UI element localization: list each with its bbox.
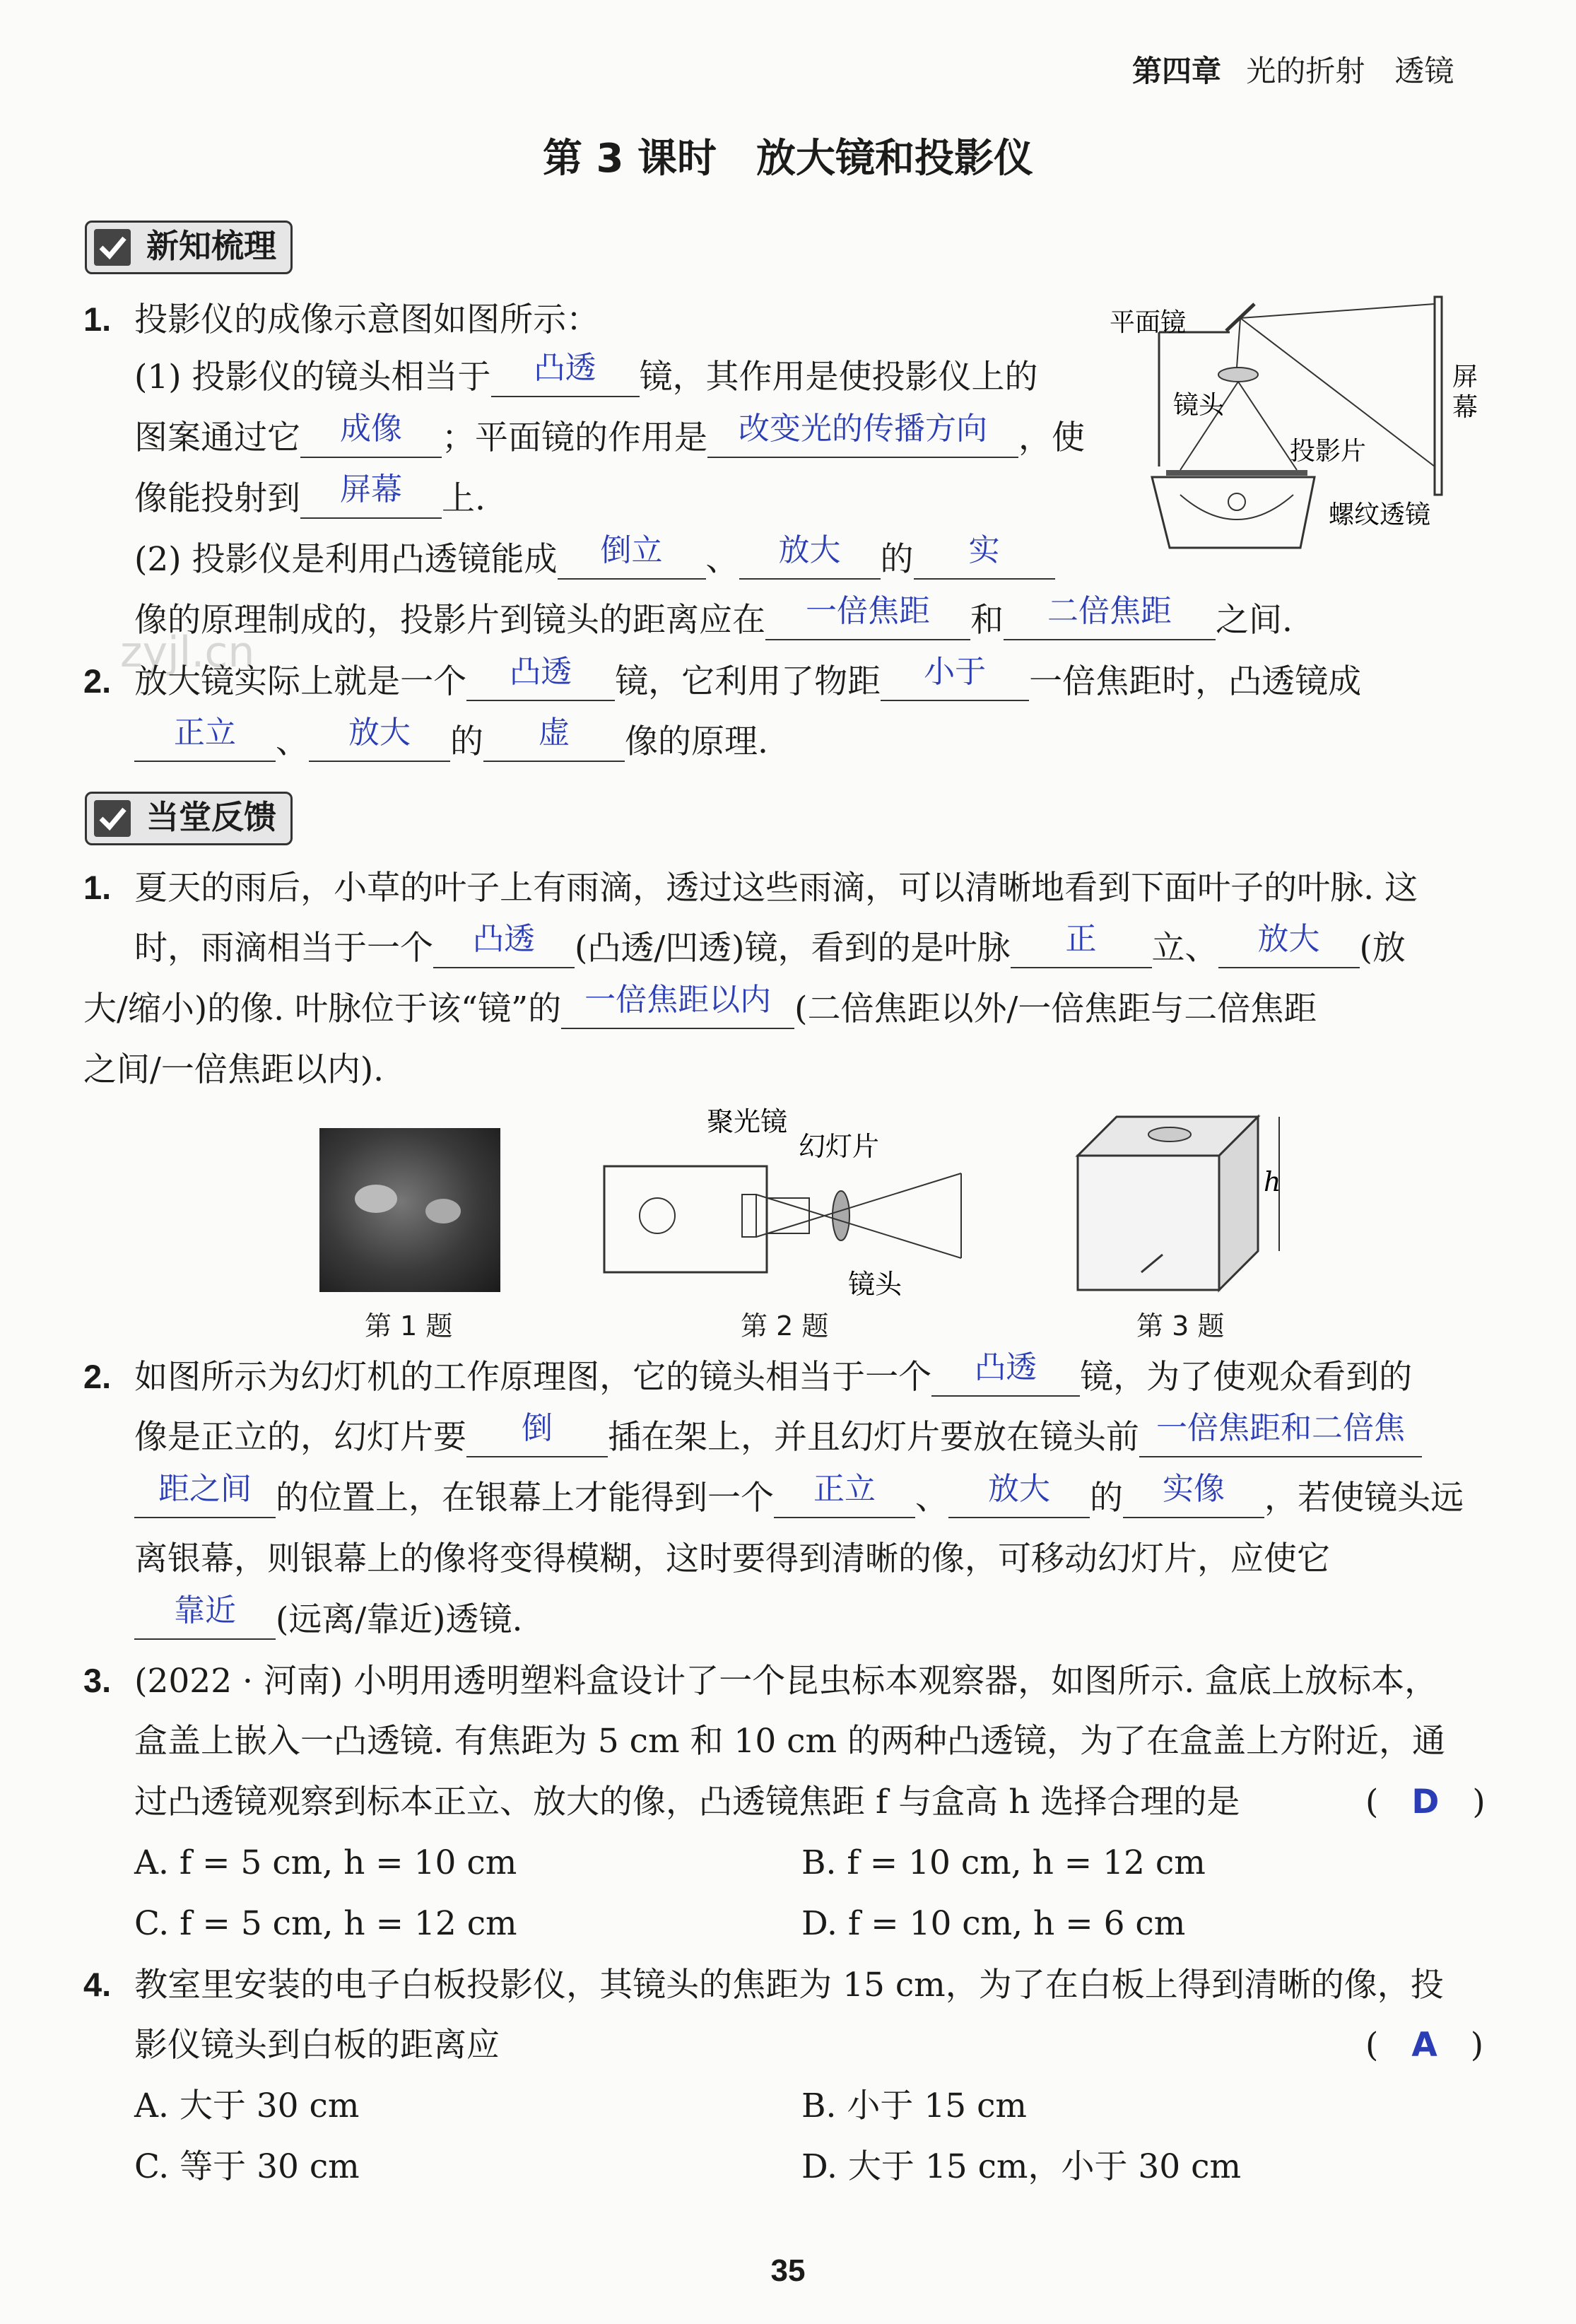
answer: 距之间 xyxy=(158,1471,252,1507)
q1-line-3: 像能投射到 屏幕 上. xyxy=(134,471,486,518)
leaf-photo xyxy=(319,1128,500,1292)
slide-projector-diagram xyxy=(601,1103,968,1308)
answer: 正立 xyxy=(813,1471,876,1507)
q1-line-0: 1. 投影仪的成像示意图如图所示： xyxy=(83,300,600,339)
f2-line-3: 距之间 的位置上，在银幕上才能得到一个 正立 、 放大 的 实像 ，若使镜头远 xyxy=(134,1477,1464,1520)
f3-line-3: 过凸透镜观察到标本正立、放大的像，凸透镜焦距 f 与盒高 h 选择合理的是 xyxy=(134,1783,1240,1821)
page-title: 第 3 课时 放大镜和投影仪 xyxy=(543,136,1033,182)
f4-option-c: C. 等于 30 cm xyxy=(134,2147,360,2186)
section-label: 光的折射 透镜 xyxy=(1246,54,1454,88)
fresnel-label: 螺纹透镜 xyxy=(1329,500,1431,529)
watermark: zyjl.cn xyxy=(120,628,255,677)
f3-option-c: C. f = 5 cm, h = 12 cm xyxy=(134,1904,517,1943)
answer: 屏幕 xyxy=(340,471,402,507)
answer: 放大 xyxy=(988,1471,1050,1507)
answer: 靠近 xyxy=(174,1592,236,1628)
f4-line-2: 影仪镜头到白板的距离应 xyxy=(134,2026,500,2065)
f4-line-1: 4. 教室里安装的电子白板投影仪，其镜头的焦距为 15 cm，为了在白板上得到清晰的像，投 xyxy=(83,1966,1444,2005)
section-feedback: 当堂反馈 xyxy=(85,792,293,845)
chapter-label: 第四章 xyxy=(1132,54,1222,88)
answer: 凸透 xyxy=(510,654,572,690)
section-new-knowledge: 新知梳理 xyxy=(85,221,293,274)
f1-line-2: 时，雨滴相当于一个 凸透 (凸透/凹透)镜，看到的是叶脉 正 立、 放大 (放 xyxy=(134,921,1406,968)
f4-answer: ( A ) xyxy=(1365,2026,1484,2065)
f3-option-b: B. f = 10 cm, h = 12 cm xyxy=(801,1843,1206,1882)
f4-option-b: B. 小于 15 cm xyxy=(801,2087,1027,2125)
answer: 正 xyxy=(1065,921,1097,957)
f3-answer: ( D ) xyxy=(1365,1783,1486,1821)
f2-line-5: 靠近 (远离/靠近)透镜. xyxy=(134,1599,522,1641)
answer: 改变光的传播方向 xyxy=(739,411,987,447)
answer: 二倍焦距 xyxy=(1047,593,1172,629)
answer: 倒 xyxy=(522,1410,553,1446)
fig-caption-2: 第 2 题 xyxy=(741,1310,829,1342)
f1-line-4: 之间/一倍焦距以内). xyxy=(83,1050,384,1089)
answer: 实 xyxy=(968,532,1000,568)
q1-line-1: (1) 投影仪的镜头相当于 凸透 镜，其作用是使投影仪上的 xyxy=(134,350,1038,397)
q1-line-4: (2) 投影仪是利用凸透镜能成 倒立 、 放大 的 实 xyxy=(134,539,1055,581)
fig-caption-3: 第 3 题 xyxy=(1136,1310,1225,1342)
screen-label-1: 屏 xyxy=(1452,363,1478,392)
screen-label-2: 幕 xyxy=(1452,393,1478,422)
answer: 实像 xyxy=(1163,1471,1225,1507)
f1-line-1: 1. 夏天的雨后，小草的叶子上有雨滴，透过这些雨滴，可以清晰地看到下面叶子的叶脉. 这 xyxy=(83,869,1418,908)
f2-line-1: 2. 如图所示为幻灯机的工作原理图，它的镜头相当于一个 凸透 镜，为了使观众看到的 xyxy=(83,1349,1413,1397)
checkbox-icon xyxy=(94,800,131,837)
answer: 放大 xyxy=(1257,921,1320,957)
q2-line-1: 2. 放大镜实际上就是一个 凸透 镜，它利用了物距 小于 一倍焦距时，凸透镜成 xyxy=(83,654,1362,701)
answer: 放大 xyxy=(348,715,411,751)
f3-line-1: 3. (2022 · 河南) 小明用透明塑料盒设计了一个昆虫标本观察器，如图所示. 盒底上放标本， xyxy=(83,1662,1438,1701)
lens-label: 镜头 xyxy=(1173,391,1225,420)
slide-label: 幻灯片 xyxy=(799,1131,880,1162)
chapter-header xyxy=(1132,48,1454,90)
q1-line-2: 图案通过它 成像 ；平面镜的作用是 改变光的传播方向 ，使 xyxy=(134,411,1085,457)
q1-line-5: 像的原理制成的，投影片到镜头的距离应在 一倍焦距 和 二倍焦距 之间. xyxy=(134,593,1293,640)
answer: 凸透 xyxy=(534,350,596,386)
answer: 成像 xyxy=(340,411,402,447)
answer: 虚 xyxy=(539,715,570,751)
height-label: h xyxy=(1264,1166,1281,1197)
f3-line-2: 盒盖上嵌入一凸透镜. 有焦距为 5 cm 和 10 cm 的两种凸透镜，为了在盒盖上方附近，通 xyxy=(134,1722,1446,1761)
answer: 一倍焦距 xyxy=(806,593,930,629)
answer: 小于 xyxy=(924,654,987,690)
f2-line-4: 离银幕，则银幕上的像将变得模糊，这时要得到清晰的像，可移动幻灯片，应使它 xyxy=(134,1539,1330,1578)
answer: 凸透 xyxy=(975,1349,1037,1385)
answer: 倒立 xyxy=(600,532,663,568)
f4-option-d: D. 大于 15 cm，小于 30 cm xyxy=(801,2147,1242,2186)
answer: 放大 xyxy=(778,532,841,568)
f2-line-2: 像是正立的，幻灯片要 倒 插在架上，并且幻灯片要放在镜头前 一倍焦距和二倍焦 xyxy=(134,1416,1422,1459)
answer: 凸透 xyxy=(473,921,535,957)
mirror-label: 平面镜 xyxy=(1110,308,1187,337)
condenser-label: 聚光镜 xyxy=(707,1106,788,1137)
f4-option-a: A. 大于 30 cm xyxy=(134,2087,360,2125)
answer: 一倍焦距和二倍焦 xyxy=(1156,1410,1405,1446)
slide-label: 投影片 xyxy=(1290,437,1367,466)
answer: 一倍焦距以内 xyxy=(584,982,772,1018)
f1-line-3: 大/缩小)的像. 叶脉位于该“镜”的 一倍焦距以内 (二倍焦距以外/一倍焦距与二倍焦距 xyxy=(83,982,1317,1028)
fig-caption-1: 第 1 题 xyxy=(365,1310,453,1342)
insect-box-diagram xyxy=(1074,1113,1300,1297)
answer: 正立 xyxy=(174,715,236,751)
projector-diagram xyxy=(1102,290,1498,587)
f3-option-a: A. f = 5 cm, h = 10 cm xyxy=(134,1843,517,1882)
checkbox-icon xyxy=(94,229,131,266)
page-number: 35 xyxy=(770,2253,806,2288)
f3-option-d: D. f = 10 cm, h = 6 cm xyxy=(801,1904,1186,1943)
lens-label: 镜头 xyxy=(848,1269,902,1300)
q2-line-2: 正立 、 放大 的 虚 像的原理. xyxy=(134,721,768,763)
